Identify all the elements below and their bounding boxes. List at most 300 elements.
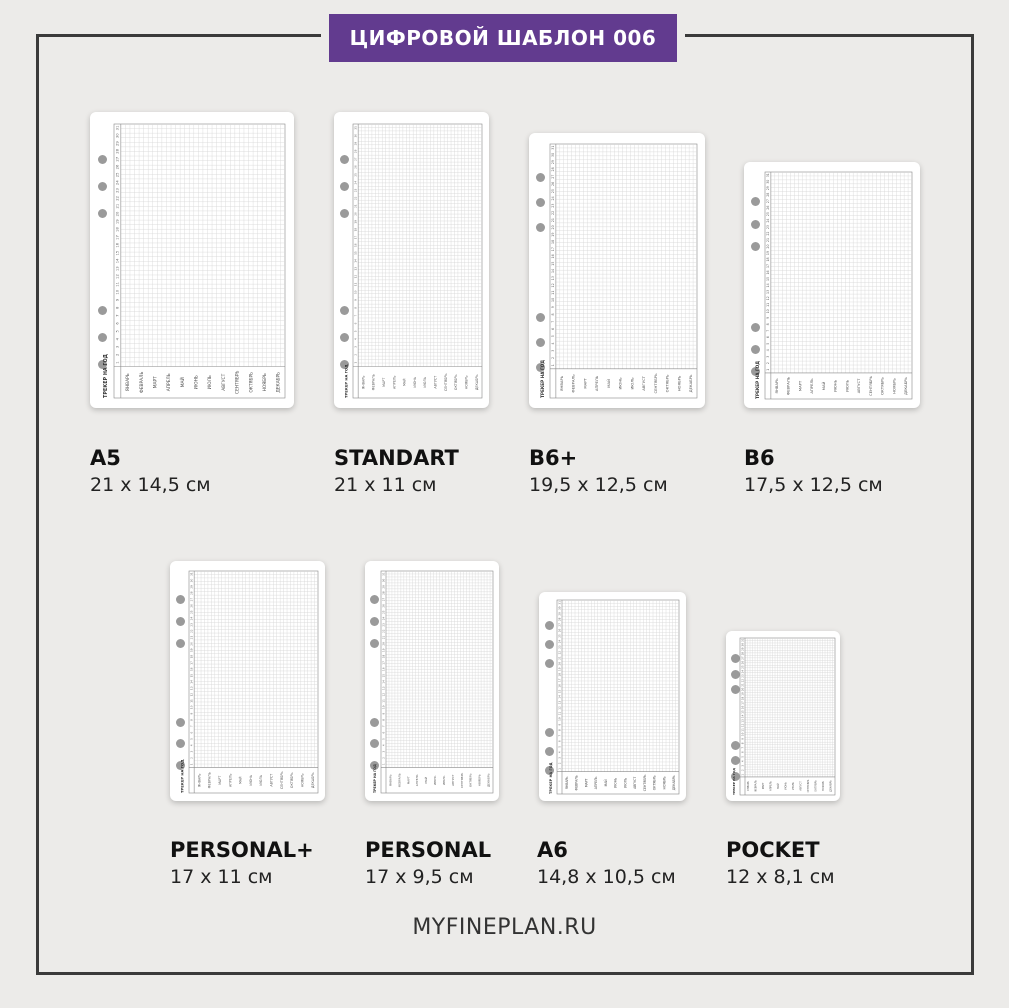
day-number: 3: [765, 355, 770, 358]
day-number: 18: [353, 227, 358, 232]
month-label: ЯНВАРЬ: [361, 375, 366, 390]
day-number: 28: [550, 167, 555, 172]
month-label: АВГУСТ: [799, 781, 803, 791]
day-number: 22: [353, 196, 358, 201]
day-number: 31: [550, 145, 555, 150]
day-number: 31: [765, 173, 770, 178]
day-number: 21: [740, 683, 745, 687]
day-number: 15: [353, 251, 358, 255]
day-number: 7: [557, 734, 562, 737]
day-number: 2: [189, 757, 194, 759]
day-number: 3: [353, 346, 358, 348]
day-number: 6: [189, 731, 194, 734]
day-number: 17: [353, 235, 358, 240]
day-number: 14: [381, 680, 386, 684]
day-number: 27: [381, 597, 386, 602]
day-number: 20: [353, 212, 358, 216]
month-label: НОЯБРЬ: [822, 780, 826, 792]
day-number: 5: [557, 745, 562, 748]
month-label: МАРТ: [381, 377, 386, 387]
month-label: МАЙ: [424, 776, 429, 784]
day-number: 4: [353, 338, 358, 341]
month-label: ОКТЯБРЬ: [880, 376, 885, 395]
day-number: 8: [115, 306, 120, 310]
day-number: 6: [115, 322, 120, 325]
format-name: B6: [744, 446, 775, 470]
month-label: ЯНВАРЬ: [774, 378, 779, 394]
day-number: 23: [557, 645, 562, 649]
format-label-standart: [334, 446, 459, 496]
month-label: МАЙ: [821, 381, 826, 391]
day-number: 19: [557, 667, 562, 671]
day-number: 19: [381, 648, 386, 652]
day-number: 7: [115, 314, 120, 317]
day-number: 12: [557, 706, 562, 710]
day-number: 24: [557, 639, 562, 644]
format-label-personal: [365, 838, 491, 888]
tracker-title: ТРЕКЕР НА ГОД: [373, 764, 377, 793]
day-number: 2: [765, 362, 770, 365]
day-number: 16: [381, 667, 386, 671]
day-number: 14: [550, 268, 555, 273]
day-number: 28: [557, 617, 562, 622]
day-number: 9: [381, 712, 386, 715]
day-number: 29: [557, 612, 562, 616]
day-number: 14: [740, 714, 745, 719]
month-label: ИЮНЬ: [833, 379, 838, 393]
month-label: ОКТЯБРЬ: [652, 775, 657, 791]
day-number: 12: [353, 274, 358, 279]
day-number: 16: [740, 705, 745, 710]
day-number: 20: [557, 661, 562, 666]
day-number: 21: [557, 656, 562, 660]
day-number: 1: [189, 763, 194, 766]
day-number: 8: [353, 306, 358, 309]
day-number: 28: [115, 148, 120, 154]
day-number: 4: [557, 751, 562, 754]
day-number: 6: [765, 336, 770, 339]
month-label: ИЮНЬ: [784, 782, 788, 790]
day-number: 23: [550, 203, 555, 208]
day-number: 2: [550, 356, 555, 359]
day-number: 30: [557, 606, 562, 611]
day-number: 23: [189, 623, 194, 627]
month-label: ИЮНЬ: [613, 777, 618, 788]
day-number: 4: [189, 744, 194, 747]
day-number: 1: [765, 368, 770, 371]
month-label: СЕНТЯБРЬ: [807, 779, 811, 793]
day-number: 23: [381, 623, 386, 627]
day-number: 8: [740, 742, 745, 745]
day-number: 15: [740, 710, 745, 714]
day-number: 6: [353, 322, 358, 325]
day-number: 17: [189, 661, 194, 665]
month-label: ФЕВРАЛЬ: [397, 773, 402, 788]
month-label: МАЙ: [402, 378, 407, 387]
day-number: 13: [740, 719, 745, 723]
day-number: 26: [381, 604, 386, 608]
day-number: 27: [353, 157, 358, 162]
month-label: ЯНВАРЬ: [197, 773, 202, 788]
day-number: 5: [765, 342, 770, 345]
day-number: 19: [740, 692, 745, 696]
day-number: 5: [353, 330, 358, 333]
day-number: 2: [381, 757, 386, 759]
day-number: 6: [381, 731, 386, 734]
day-number: 10: [740, 732, 745, 737]
day-number: 14: [115, 258, 120, 264]
month-label: ИЮЛЬ: [423, 376, 428, 388]
day-number: 27: [765, 199, 770, 204]
day-number: 12: [765, 296, 770, 301]
page-title: ЦИФРОВОЙ ШАБЛОН 006: [329, 14, 677, 62]
month-label: ОКТЯБРЬ: [249, 371, 255, 393]
day-number: 22: [765, 231, 770, 236]
format-label-personal-plus: [170, 838, 314, 888]
day-number: 29: [189, 585, 194, 589]
day-number: 9: [557, 723, 562, 726]
month-label: СЕНТЯБРЬ: [235, 370, 241, 394]
day-number: 17: [381, 661, 386, 665]
day-number: 21: [353, 204, 358, 208]
tracker-grid: [334, 112, 489, 408]
month-label: ЯНВАРЬ: [747, 781, 751, 791]
day-number: 7: [550, 320, 555, 323]
day-number: 10: [765, 309, 770, 314]
day-number: 22: [740, 678, 745, 683]
month-label: АВГУСТ: [433, 375, 438, 389]
month-label: ФЕВРАЛЬ: [786, 376, 791, 396]
format-size: 17 х 11 см: [170, 866, 273, 888]
day-number: 3: [550, 349, 555, 352]
month-label: ЯНВАРЬ: [564, 776, 569, 790]
month-label: НОЯБРЬ: [477, 774, 482, 787]
day-number: 18: [381, 654, 386, 659]
month-label: ДЕКАБРЬ: [672, 775, 677, 791]
month-label: МАЙ: [606, 379, 611, 388]
day-number: 7: [740, 746, 745, 749]
day-number: 2: [353, 353, 358, 356]
day-number: 28: [189, 591, 194, 595]
day-number: 2: [115, 353, 120, 356]
day-number: 24: [550, 196, 555, 201]
format-name: A6: [537, 838, 568, 862]
month-label: ЯНВАРЬ: [388, 774, 393, 787]
month-label: ИЮЛЬ: [630, 377, 635, 390]
day-number: 29: [550, 160, 555, 165]
month-label: ФЕВРАЛЬ: [371, 374, 376, 391]
month-label: ОКТЯБРЬ: [814, 780, 818, 792]
day-number: 11: [115, 281, 120, 287]
day-number: 27: [189, 597, 194, 602]
month-label: СЕНТЯБРЬ: [279, 771, 284, 790]
format-size: 17,5 х 12,5 см: [744, 474, 883, 496]
day-number: 22: [115, 195, 120, 201]
month-label: МАРТ: [798, 380, 803, 392]
day-number: 21: [189, 635, 194, 640]
day-number: 13: [115, 266, 120, 272]
day-number: 13: [353, 266, 358, 271]
day-number: 31: [353, 126, 358, 130]
tracker-title: ТРЕКЕР НА ГОД: [732, 767, 736, 795]
day-number: 15: [115, 250, 120, 256]
day-number: 18: [189, 654, 194, 659]
day-number: 13: [557, 700, 562, 705]
month-label: ЯНВАРЬ: [126, 373, 132, 392]
day-number: 25: [557, 634, 562, 638]
day-number: 30: [381, 578, 386, 583]
day-number: 20: [740, 687, 745, 692]
day-number: 12: [189, 692, 194, 697]
month-label: СЕНТЯБРЬ: [642, 774, 647, 792]
day-number: 27: [557, 623, 562, 627]
day-number: 20: [550, 225, 555, 230]
format-size: 14,8 х 10,5 см: [537, 866, 676, 888]
day-number: 4: [381, 744, 386, 747]
month-label: МАРТ: [153, 376, 159, 389]
day-number: 25: [740, 665, 745, 669]
month-label: АВГУСТ: [269, 773, 274, 787]
month-label: МАЙ: [603, 779, 608, 787]
tracker-grid: [726, 631, 840, 801]
day-number: 28: [381, 591, 386, 595]
planner-sheet-a6: [539, 592, 686, 801]
month-label: АПРЕЛЬ: [595, 375, 600, 392]
day-number: 18: [550, 239, 555, 244]
format-label-b6plus: [529, 446, 668, 496]
day-number: 9: [115, 298, 120, 302]
month-label: ИЮЛЬ: [441, 775, 446, 785]
day-number: 10: [557, 717, 562, 721]
day-number: 12: [115, 274, 120, 279]
day-number: 26: [765, 205, 770, 210]
day-number: 6: [557, 740, 562, 743]
day-number: 15: [381, 673, 386, 678]
day-number: 21: [550, 218, 555, 223]
day-number: 22: [189, 629, 194, 634]
day-number: 17: [765, 263, 770, 269]
day-number: 10: [381, 705, 386, 710]
month-label: НОЯБРЬ: [464, 375, 469, 390]
format-name: B6+: [529, 446, 578, 470]
month-label: НОЯБРЬ: [262, 373, 268, 392]
day-number: 31: [381, 572, 386, 576]
tracker-title: ТРЕКЕР НА ГОД: [344, 364, 349, 398]
planner-sheet-b6plus: [529, 133, 705, 408]
month-label: АВГУСТ: [221, 373, 227, 391]
day-number: 4: [740, 760, 745, 763]
day-number: 26: [353, 165, 358, 169]
day-number: 20: [189, 642, 194, 646]
day-number: 17: [115, 235, 120, 240]
day-number: 25: [381, 610, 386, 614]
tracker-title: ТРЕКЕР НА ГОД: [102, 354, 109, 398]
month-label: ИЮНЬ: [248, 774, 253, 786]
format-size: 17 х 9,5 см: [365, 866, 474, 888]
day-number: 16: [550, 254, 555, 259]
day-number: 14: [353, 259, 358, 263]
day-number: 26: [115, 164, 120, 170]
day-number: 7: [381, 725, 386, 728]
month-label: МАЙ: [777, 783, 781, 789]
month-label: ИЮНЬ: [618, 377, 623, 390]
tracker-title: ТРЕКЕР НА ГОД: [539, 359, 545, 398]
month-label: АПРЕЛЬ: [415, 774, 420, 787]
day-number: 30: [189, 578, 194, 583]
day-number: 27: [550, 174, 555, 179]
day-number: 10: [353, 290, 358, 294]
month-label: ФЕВРАЛЬ: [207, 772, 212, 789]
day-number: 18: [765, 257, 770, 262]
day-number: 5: [550, 335, 555, 338]
format-name: PERSONAL+: [170, 838, 314, 862]
month-label: ОКТЯБРЬ: [454, 374, 459, 391]
day-number: 25: [115, 172, 120, 178]
day-number: 30: [115, 133, 120, 139]
format-size: 21 х 11 см: [334, 474, 437, 496]
day-number: 13: [381, 686, 386, 690]
day-number: 3: [557, 756, 562, 759]
month-label: ДЕКАБРЬ: [276, 371, 282, 393]
month-label: МАЙ: [180, 377, 186, 388]
day-number: 1: [115, 361, 120, 364]
day-number: 5: [189, 738, 194, 740]
month-label: НОЯБРЬ: [662, 776, 667, 790]
day-number: 4: [550, 342, 555, 345]
tracker-grid: [529, 133, 705, 408]
day-number: 11: [740, 728, 745, 732]
day-number: 9: [353, 299, 358, 301]
day-number: 30: [550, 152, 555, 157]
month-label: АВГУСТ: [450, 774, 455, 786]
format-size: 19,5 х 12,5 см: [529, 474, 668, 496]
day-number: 12: [381, 692, 386, 697]
month-label: ФЕВРАЛЬ: [754, 780, 758, 792]
day-number: 19: [550, 232, 555, 237]
day-number: 17: [740, 701, 745, 705]
month-label: ИЮЛЬ: [259, 774, 264, 786]
day-number: 21: [115, 203, 120, 209]
month-label: ЯНВАРЬ: [559, 375, 564, 392]
month-label: НОЯБРЬ: [677, 375, 682, 392]
day-number: 27: [115, 156, 120, 162]
month-label: АПРЕЛЬ: [594, 776, 599, 790]
day-number: 25: [189, 610, 194, 614]
month-label: АВГУСТ: [642, 376, 647, 391]
month-label: ФЕВРАЛЬ: [139, 371, 145, 393]
planner-sheet-a5: [90, 112, 294, 408]
day-number: 18: [740, 696, 745, 701]
planner-sheet-personal: [365, 561, 499, 801]
month-label: ОКТЯБРЬ: [468, 773, 473, 788]
day-number: 8: [557, 729, 562, 732]
tracker-grid: [365, 561, 499, 801]
day-number: 3: [189, 750, 194, 753]
day-number: 28: [740, 651, 745, 656]
day-number: 17: [557, 678, 562, 683]
day-number: 28: [353, 149, 358, 154]
month-label: СЕНТЯБРЬ: [868, 375, 873, 397]
day-number: 8: [381, 719, 386, 721]
month-label: АПРЕЛЬ: [167, 373, 173, 392]
day-number: 24: [115, 180, 120, 186]
month-label: МАРТ: [406, 776, 411, 785]
day-number: 8: [765, 323, 770, 326]
day-number: 4: [115, 337, 120, 341]
day-number: 19: [115, 219, 120, 225]
day-number: 22: [381, 629, 386, 633]
day-number: 23: [353, 188, 358, 193]
month-label: АПРЕЛЬ: [228, 773, 233, 788]
month-label: ФЕВРАЛЬ: [574, 775, 579, 791]
day-number: 30: [740, 642, 745, 647]
month-label: АПРЕЛЬ: [769, 781, 773, 791]
format-name: POCKET: [726, 838, 820, 862]
day-number: 10: [115, 289, 120, 295]
day-number: 5: [740, 755, 745, 758]
website-link[interactable]: MYFINEPLAN.RU: [412, 915, 597, 940]
day-number: 29: [765, 186, 770, 191]
month-label: ИЮЛЬ: [845, 379, 850, 393]
day-number: 16: [353, 243, 358, 248]
day-number: 23: [740, 674, 745, 678]
month-label: АПРЕЛЬ: [810, 378, 815, 394]
day-number: 10: [550, 297, 555, 302]
day-number: 19: [353, 219, 358, 224]
day-number: 5: [115, 330, 120, 333]
day-number: 3: [740, 764, 745, 767]
day-number: 1: [381, 763, 386, 766]
month-label: АПРЕЛЬ: [392, 375, 397, 390]
month-label: СЕНТЯБРЬ: [443, 373, 448, 392]
format-label-a5: [90, 446, 211, 496]
day-number: 1: [740, 773, 745, 776]
day-number: 16: [765, 270, 770, 275]
day-number: 29: [353, 141, 358, 146]
day-number: 27: [740, 656, 745, 660]
day-number: 20: [765, 244, 770, 249]
tracker-title: ТРЕКЕР НА ГОД: [180, 759, 185, 793]
day-number: 1: [550, 364, 555, 367]
month-label: МАРТ: [584, 778, 589, 788]
day-number: 22: [550, 210, 555, 215]
day-number: 3: [381, 750, 386, 753]
day-number: 11: [765, 302, 770, 307]
day-number: 25: [765, 212, 770, 217]
month-label: ДЕКАБРЬ: [486, 773, 491, 788]
day-number: 9: [740, 737, 745, 740]
tracker-grid: [539, 592, 686, 801]
day-number: 26: [557, 628, 562, 633]
day-number: 9: [550, 306, 555, 309]
day-number: 25: [550, 189, 555, 194]
day-number: 24: [353, 180, 358, 185]
month-label: МАРТ: [762, 782, 766, 790]
month-label: НОЯБРЬ: [300, 773, 305, 788]
month-label: АВГУСТ: [633, 776, 638, 789]
format-label-a6: [537, 838, 676, 888]
day-number: 12: [550, 283, 555, 288]
tracker-grid: [744, 162, 920, 408]
day-number: 16: [557, 684, 562, 688]
day-number: 14: [557, 695, 562, 699]
day-number: 8: [189, 719, 194, 721]
format-name: PERSONAL: [365, 838, 492, 862]
tracker-grid: [170, 561, 325, 801]
day-number: 21: [381, 635, 386, 640]
day-number: 19: [765, 250, 770, 256]
planner-sheet-b6: [744, 162, 920, 408]
